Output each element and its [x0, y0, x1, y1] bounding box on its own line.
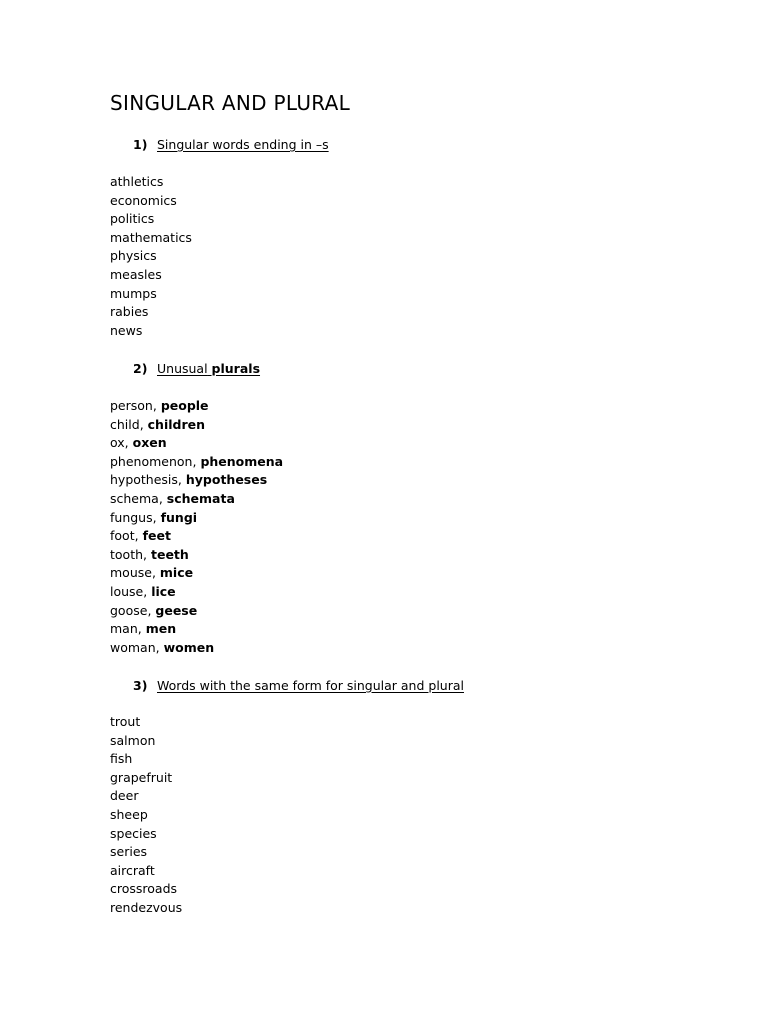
singular-form: louse: [110, 583, 144, 599]
singular-form: phenomenon: [110, 453, 193, 469]
section-heading-text: Words with the same form for singular and plural: [157, 678, 464, 693]
list-item: grapefruit: [110, 769, 173, 785]
plural-form: hypotheses: [185, 472, 268, 488]
list-item: news: [110, 322, 143, 338]
list-item: fungus, fungi: [110, 509, 198, 525]
singular-form: man: [110, 621, 138, 637]
plural-form: women: [163, 639, 215, 655]
list-item: aircraft: [110, 862, 155, 878]
list-item: mumps: [110, 285, 157, 301]
plural-form: mice: [159, 565, 194, 581]
section-heading-unusual-plurals: [133, 360, 260, 378]
list-item: schema, schemata: [110, 490, 235, 506]
plural-form: people: [160, 398, 209, 413]
list-item: politics: [110, 211, 155, 227]
singular-form: tooth: [110, 546, 144, 562]
plural-form: phenomena: [200, 453, 284, 469]
singular-form: mouse: [110, 565, 152, 581]
section-number: 3): [133, 678, 148, 693]
list-item: salmon: [110, 732, 156, 748]
list-item: economics: [110, 192, 177, 208]
singular-form: child: [110, 416, 140, 432]
list-item: trout: [110, 714, 141, 729]
plural-form: schemata: [166, 490, 235, 506]
list-item: goose, geese: [110, 602, 198, 618]
list-item: mouse, mice: [110, 565, 194, 581]
plural-form: fungi: [160, 509, 198, 525]
unusual-plurals-list: [110, 397, 283, 657]
list-item: sheep: [110, 806, 148, 822]
list-item: man, men: [110, 621, 177, 637]
list-item: mathematics: [110, 229, 192, 245]
heading-plain-part: Unusual: [157, 361, 208, 376]
singular-form: foot: [110, 528, 135, 544]
plural-form: geese: [155, 602, 198, 618]
singular-form: schema: [110, 490, 159, 506]
list-item: athletics: [110, 174, 164, 189]
list-item: child, children: [110, 416, 206, 432]
list-item: louse, lice: [110, 583, 176, 599]
section-number: 2): [133, 361, 148, 376]
same-form-word-list: [110, 713, 182, 918]
singular-form: ox: [110, 435, 125, 451]
plural-form: oxen: [132, 435, 167, 451]
list-item: foot, feet: [110, 528, 171, 544]
singular-s-word-list: [110, 173, 192, 340]
list-item: species: [110, 825, 157, 841]
list-item: crossroads: [110, 881, 178, 897]
singular-form: woman: [110, 639, 156, 655]
list-item: tooth, teeth: [110, 546, 189, 562]
plural-form: teeth: [150, 546, 189, 562]
section-heading-singular-s: [133, 136, 329, 154]
singular-form: fungus: [110, 509, 153, 525]
page-title: SINGULAR AND PLURAL: [110, 91, 351, 115]
plural-form: men: [145, 621, 177, 637]
section-heading-text: [157, 361, 260, 376]
list-item: rendezvous: [110, 899, 183, 915]
singular-form: goose: [110, 602, 148, 618]
list-item: ox, oxen: [110, 435, 167, 451]
list-item: physics: [110, 248, 157, 264]
list-item: hypothesis, hypotheses: [110, 472, 268, 488]
section-heading-text: Singular words ending in –s: [157, 137, 329, 152]
section-number: 1): [133, 137, 148, 152]
singular-form: hypothesis: [110, 472, 178, 488]
singular-form: person: [110, 398, 153, 413]
list-item: rabies: [110, 304, 149, 320]
list-item: series: [110, 844, 148, 860]
plural-form: children: [147, 416, 206, 432]
list-item: person, people: [110, 398, 209, 413]
list-item: phenomenon, phenomena: [110, 453, 284, 469]
plural-form: lice: [151, 583, 176, 599]
list-item: deer: [110, 788, 139, 804]
heading-bold-part: plurals: [211, 361, 261, 376]
list-item: fish: [110, 751, 133, 767]
section-heading-same-form: [133, 677, 464, 695]
list-item: measles: [110, 266, 162, 282]
plural-form: feet: [142, 528, 171, 544]
list-item: woman, women: [110, 639, 215, 655]
